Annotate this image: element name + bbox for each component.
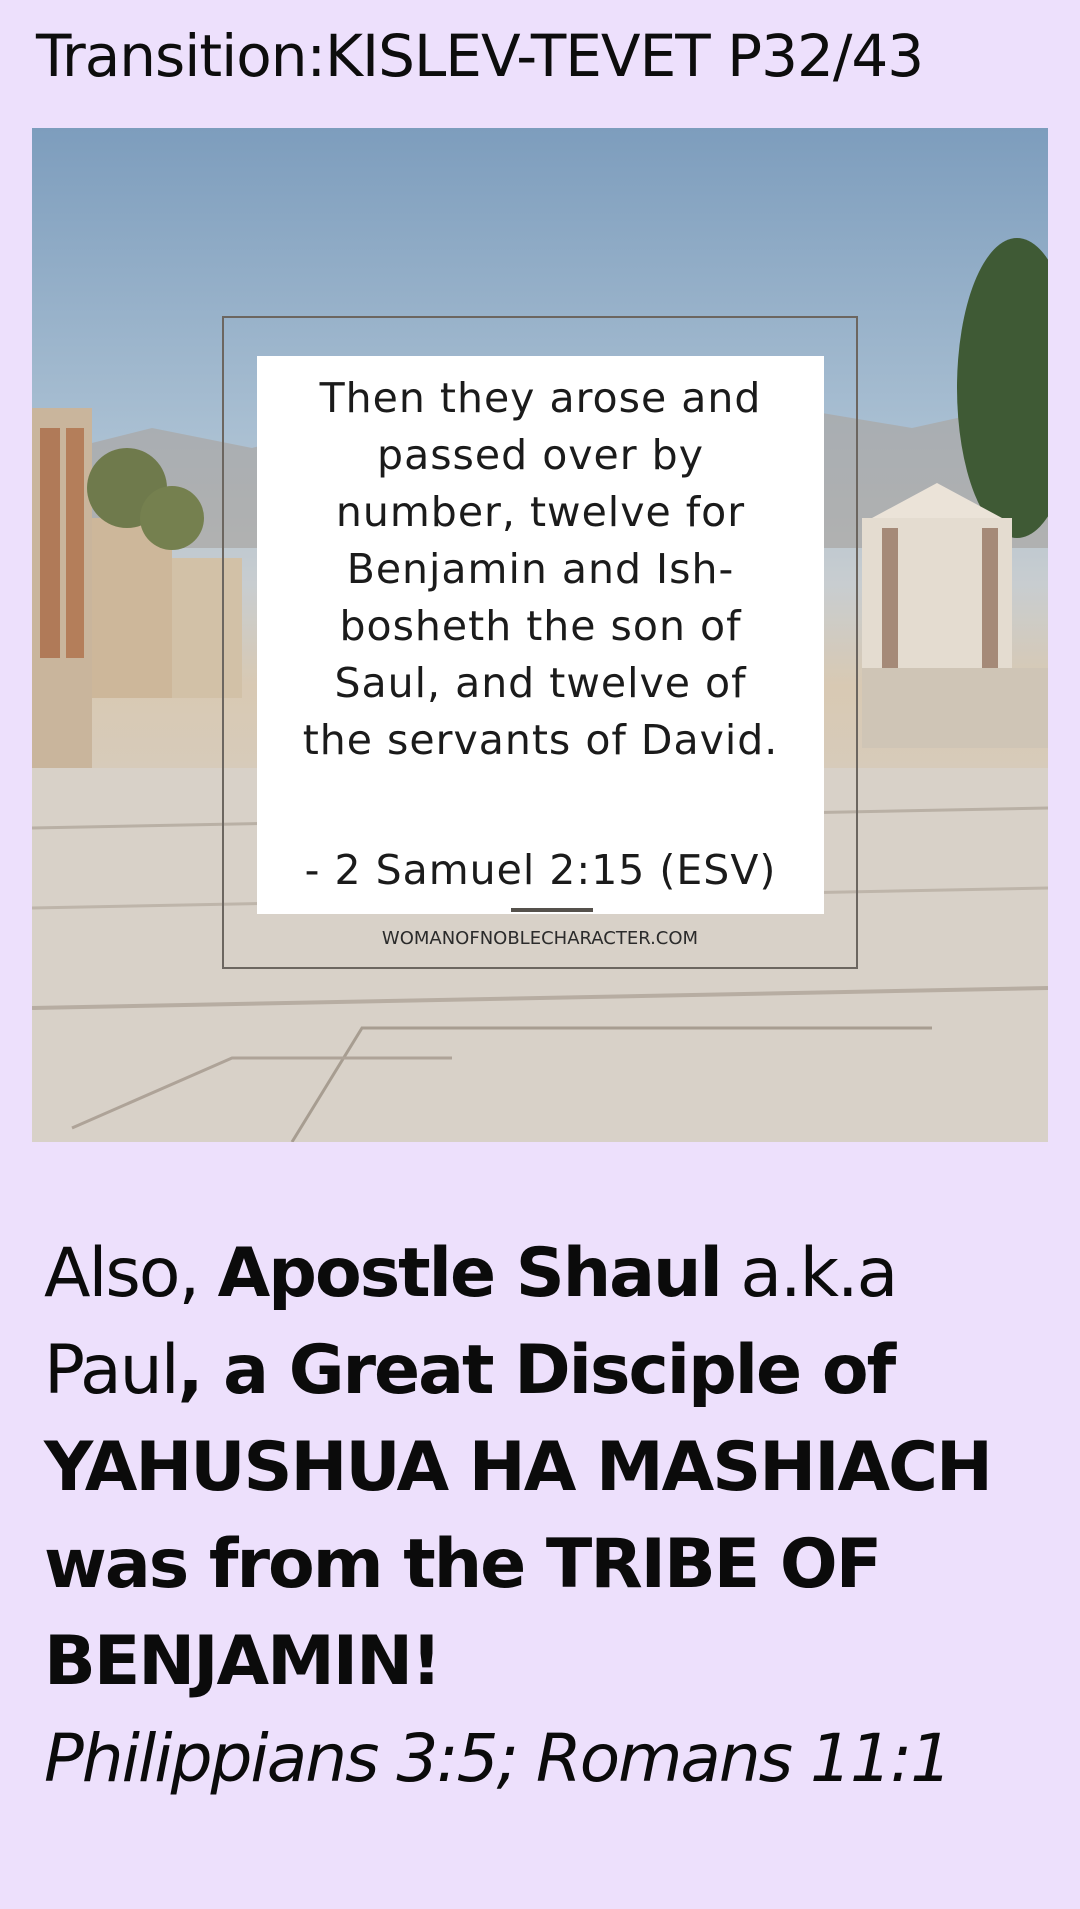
website-credit: WOMANOFNOBLECHARACTER.COM [381,928,699,949]
caption-part-1: Also, [44,1234,218,1313]
caption-paragraph [44,1225,1054,1807]
quote-text: Then they arose and passed over by number, twelve for Benjamin and Ish- bosheth the son of Saul, and twelve of the servants of David. [302,374,779,764]
quote-card [257,356,824,914]
quote-reference: - 2 Samuel 2:15 (ESV) [304,846,777,894]
card-notch [511,908,593,912]
caption-part-2: Apostle Shaul [217,1234,721,1313]
ruins-photo [32,128,1048,1142]
scripture-reference: Philippians 3:5; Romans 11:1 [44,1720,951,1797]
caption-part-3: a.k.a Paul [44,1234,897,1410]
caption-part-4: , a Great Disciple of YAHUSHUA HA MASHIACH was from the TRIBE OF BENJAMIN! [44,1331,991,1701]
page-title: Transition:KISLEV-TEVET P32/43 [36,22,924,90]
